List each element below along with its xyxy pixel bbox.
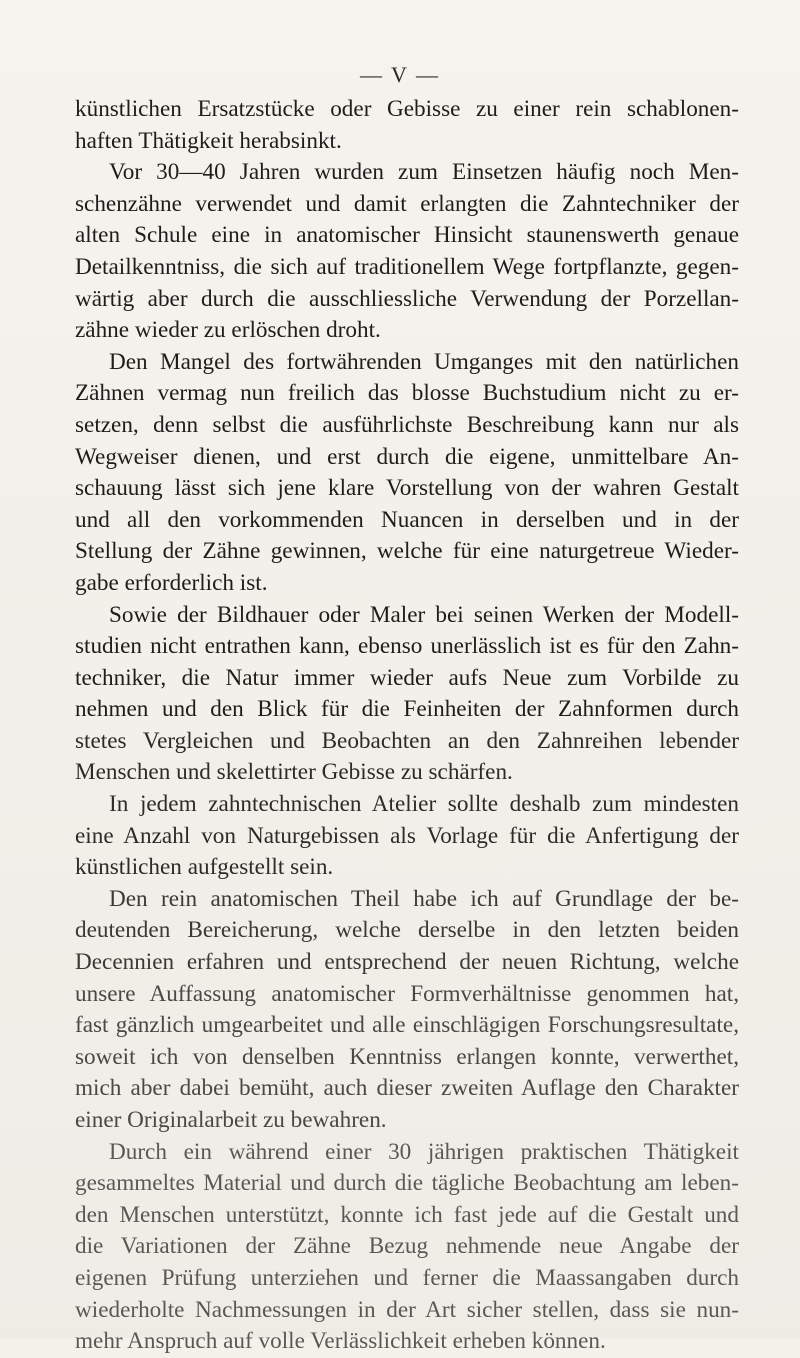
- text-line: Den rein anatomischen Theil habe ich auf Grundlage der be-: [109, 885, 739, 912]
- text-line: soweit ich von denselben Kenntniss erlangen konnte, verwerthet,: [75, 1043, 739, 1070]
- text-line: In jedem zahntechnischen Atelier sollte deshalb zum mindesten: [109, 791, 739, 818]
- paragraph: [75, 157, 739, 347]
- text-line: eine Anzahl von Naturgebissen als Vorlage für die Anfertigung der: [75, 822, 739, 849]
- paragraph: [75, 600, 739, 790]
- paragraph: [75, 884, 739, 1137]
- text-line: Decennien erfahren und entsprechend der neuen Richtung, welche: [75, 949, 739, 976]
- text-line: alten Schule eine in anatomischer Hinsicht staunenswerth genaue: [75, 222, 739, 249]
- paragraph: [75, 94, 739, 157]
- text-line: gesammeltes Material und durch die tägliche Beobachtung am leben-: [75, 1170, 739, 1197]
- text-line: die Variationen der Zähne Bezug nehmende neue Angabe der: [75, 1233, 739, 1260]
- text-line: Zähnen vermag nun freilich das blosse Buchstudium nicht zu er-: [75, 380, 739, 407]
- text-line: Vor 30—40 Jahren wurden zum Einsetzen häufig noch Men-: [109, 159, 739, 186]
- text-line: Detailkenntniss, die sich auf traditionellem Wege fortpflanzte, gegen-: [75, 253, 739, 280]
- page-number: — V —: [359, 62, 441, 87]
- text-line: fast gänzlich umgearbeitet und alle einschlägigen Forschungsresultate,: [75, 1012, 739, 1039]
- text-line: Durch ein während einer 30 jährigen praktischen Thätigkeit: [109, 1138, 739, 1165]
- text-line: den Menschen unterstützt, konnte ich fast jede auf die Gestalt und: [75, 1201, 739, 1228]
- text-line: mehr Anspruch auf volle Verlässlichkeit erheben können.: [75, 1328, 606, 1355]
- text-line: Wegweiser dienen, und erst durch die eigene, unmittelbare An-: [75, 443, 739, 470]
- text-line: setzen, denn selbst die ausführlichste Beschreibung kann nur als: [75, 411, 739, 438]
- text-line: nehmen und den Blick für die Feinheiten der Zahnformen durch: [75, 696, 739, 723]
- text-line: Stellung der Zähne gewinnen, welche für eine naturgetreue Wieder-: [75, 538, 739, 565]
- text-line: künstlichen Ersatzstücke oder Gebisse zu einer rein schablonen-: [75, 96, 739, 122]
- text-line: stetes Vergleichen und Beobachten an den Zahnreihen lebender: [75, 727, 739, 754]
- text-line: haften Thätigkeit herabsinkt.: [75, 127, 342, 154]
- text-line: und all den vorkommenden Nuancen in derselben und in der: [75, 506, 739, 533]
- text-line: schauung lässt sich jene klare Vorstellung von der wahren Gestalt: [75, 475, 739, 502]
- text-line: studien nicht entrathen kann, ebenso unerlässlich ist es für den Zahn-: [75, 633, 739, 660]
- text-line: Den Mangel des fortwährenden Umganges mit den natürlichen: [109, 348, 739, 375]
- text-line: zähne wieder zu erlöschen droht.: [75, 317, 381, 344]
- text-line: techniker, die Natur immer wieder aufs Neue zum Vorbilde zu: [75, 664, 739, 691]
- body-text: [75, 94, 739, 1358]
- text-line: Menschen und skelettirter Gebisse zu schärfen.: [75, 759, 513, 786]
- text-line: schenzähne verwendet und damit erlangten die Zahntechniker der: [75, 190, 739, 217]
- paragraph: [75, 1137, 739, 1358]
- text-line: wiederholte Nachmessungen in der Art sicher stellen, dass sie nun-: [75, 1296, 739, 1323]
- text-line: unsere Auffassung anatomischer Formverhältnisse genommen hat,: [75, 980, 739, 1007]
- paragraph: [75, 347, 739, 600]
- text-line: mich aber dabei bemüht, auch dieser zweiten Auflage den Charakter: [75, 1075, 739, 1102]
- text-line: gabe erforderlich ist.: [75, 569, 268, 596]
- text-line: deutenden Bereicherung, welche derselbe in den letzten beiden: [75, 917, 739, 944]
- paragraph: [75, 789, 739, 884]
- text-line: wärtig aber durch die ausschliessliche Verwendung der Porzellan-: [75, 285, 739, 312]
- text-line: künstlichen aufgestellt sein.: [75, 854, 334, 881]
- text-line: Sowie der Bildhauer oder Maler bei seinen Werken der Modell-: [109, 601, 739, 628]
- text-line: einer Originalarbeit zu bewahren.: [75, 1107, 387, 1133]
- text-line: eigenen Prüfung unterziehen und ferner die Maassangaben durch: [75, 1264, 739, 1291]
